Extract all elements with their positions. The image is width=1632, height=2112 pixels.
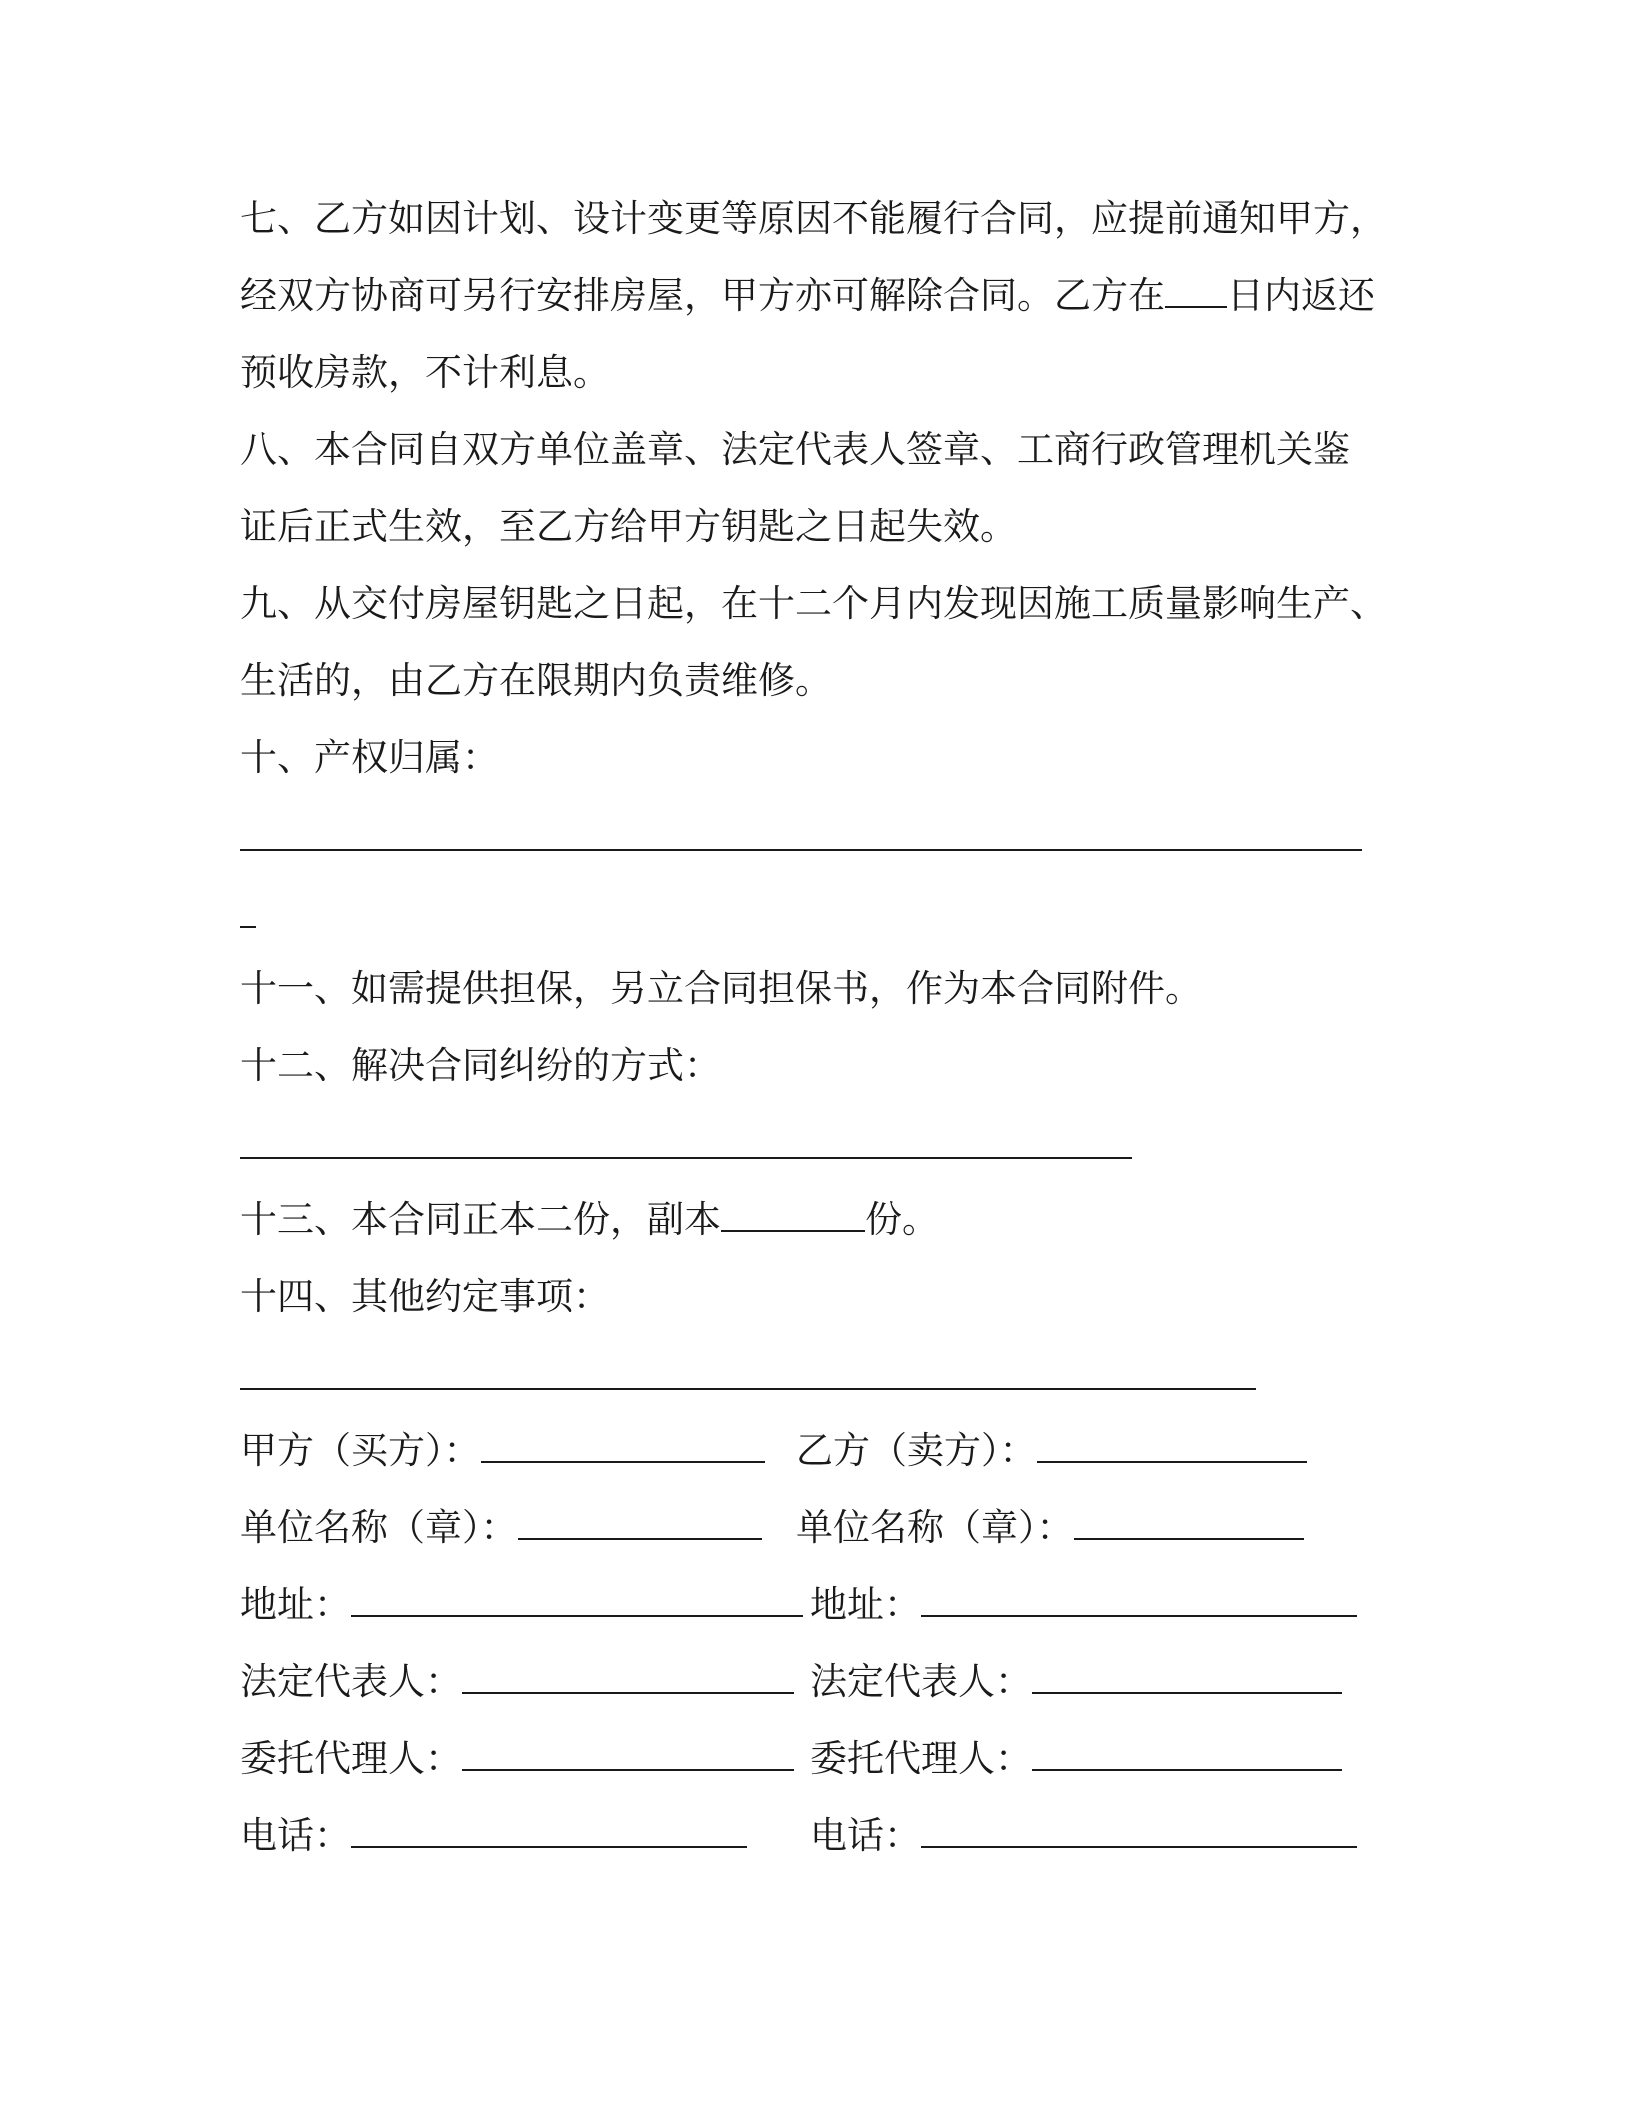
dispute-method-rule: [240, 1157, 1132, 1159]
signature-row-agent: [240, 1720, 1400, 1797]
clause-8-line-2: 证后正式生效，至乙方给甲方钥匙之日起失效。: [240, 505, 1017, 548]
clause-12: 十二、解决合同纠纷的方式：: [240, 1044, 721, 1087]
property-rights-rule-tail: [240, 926, 256, 928]
clause-9-line-1: 九、从交付房屋钥匙之日起，在十二个月内发现因施工质量影响生产、: [240, 582, 1387, 625]
property-rights-blank[interactable]: [240, 796, 1400, 873]
contract-body: [240, 180, 1400, 1874]
unit-a-blank[interactable]: [518, 1508, 762, 1540]
signature-row-party: [240, 1412, 1400, 1489]
unit-b-label: 单位名称（章）：: [796, 1506, 1074, 1549]
phone-b-label: 电话：: [810, 1814, 921, 1857]
signature-row-unit: [240, 1489, 1400, 1566]
legal-b-blank[interactable]: [1032, 1662, 1342, 1694]
agent-a-label: 委托代理人：: [240, 1737, 462, 1780]
signature-row-phone: [240, 1797, 1400, 1874]
copies-blank[interactable]: [721, 1200, 865, 1232]
party-b-label: 乙方（卖方）：: [796, 1429, 1037, 1472]
unit-b-blank[interactable]: [1074, 1508, 1304, 1540]
property-rights-rule: [240, 849, 1362, 851]
clause-7-line-3: 预收房款，不计利息。: [240, 351, 610, 394]
clause-13: [240, 1181, 1400, 1258]
clause-7-text-2: 日内返还: [1227, 274, 1375, 317]
other-terms-rule: [240, 1388, 1256, 1390]
party-a-label: 甲方（买方）：: [240, 1429, 481, 1472]
clause-7-line-1: 七、乙方如因计划、设计变更等原因不能履行合同，应提前通知甲方，: [240, 197, 1387, 240]
party-a-blank[interactable]: [481, 1431, 765, 1463]
signature-row-address: [240, 1566, 1400, 1643]
signature-row-legal-rep: [240, 1643, 1400, 1720]
other-terms-blank[interactable]: [240, 1335, 1400, 1412]
phone-a-label: 电话：: [240, 1814, 351, 1857]
clause-11: 十一、如需提供担保，另立合同担保书，作为本合同附件。: [240, 967, 1202, 1010]
clause-14: 十四、其他约定事项：: [240, 1275, 610, 1318]
clause-10: 十、产权归属：: [240, 736, 499, 779]
clause-9-line-2: 生活的，由乙方在限期内负责维修。: [240, 659, 832, 702]
clause-7-text: 经双方协商可另行安排房屋，甲方亦可解除合同。乙方在: [240, 274, 1165, 317]
address-a-label: 地址：: [240, 1583, 351, 1626]
legal-a-label: 法定代表人：: [240, 1660, 462, 1703]
address-b-blank[interactable]: [921, 1585, 1357, 1617]
phone-b-blank[interactable]: [921, 1816, 1357, 1848]
address-a-blank[interactable]: [351, 1585, 803, 1617]
agent-b-label: 委托代理人：: [810, 1737, 1032, 1780]
agent-a-blank[interactable]: [462, 1739, 794, 1771]
clause-13-text: 十三、本合同正本二份，副本: [240, 1198, 721, 1241]
clause-8-line-1: 八、本合同自双方单位盖章、法定代表人签章、工商行政管理机关鉴: [240, 428, 1350, 471]
days-blank[interactable]: [1165, 276, 1227, 308]
phone-a-blank[interactable]: [351, 1816, 747, 1848]
unit-a-label: 单位名称（章）：: [240, 1506, 518, 1549]
legal-a-blank[interactable]: [462, 1662, 794, 1694]
agent-b-blank[interactable]: [1032, 1739, 1342, 1771]
property-rights-blank-tail: [240, 873, 1400, 950]
dispute-method-blank[interactable]: [240, 1104, 1400, 1181]
legal-b-label: 法定代表人：: [810, 1660, 1032, 1703]
clause-7-line-2: [240, 257, 1400, 334]
party-b-blank[interactable]: [1037, 1431, 1307, 1463]
clause-13-text-2: 份。: [865, 1198, 939, 1241]
address-b-label: 地址：: [810, 1583, 921, 1626]
